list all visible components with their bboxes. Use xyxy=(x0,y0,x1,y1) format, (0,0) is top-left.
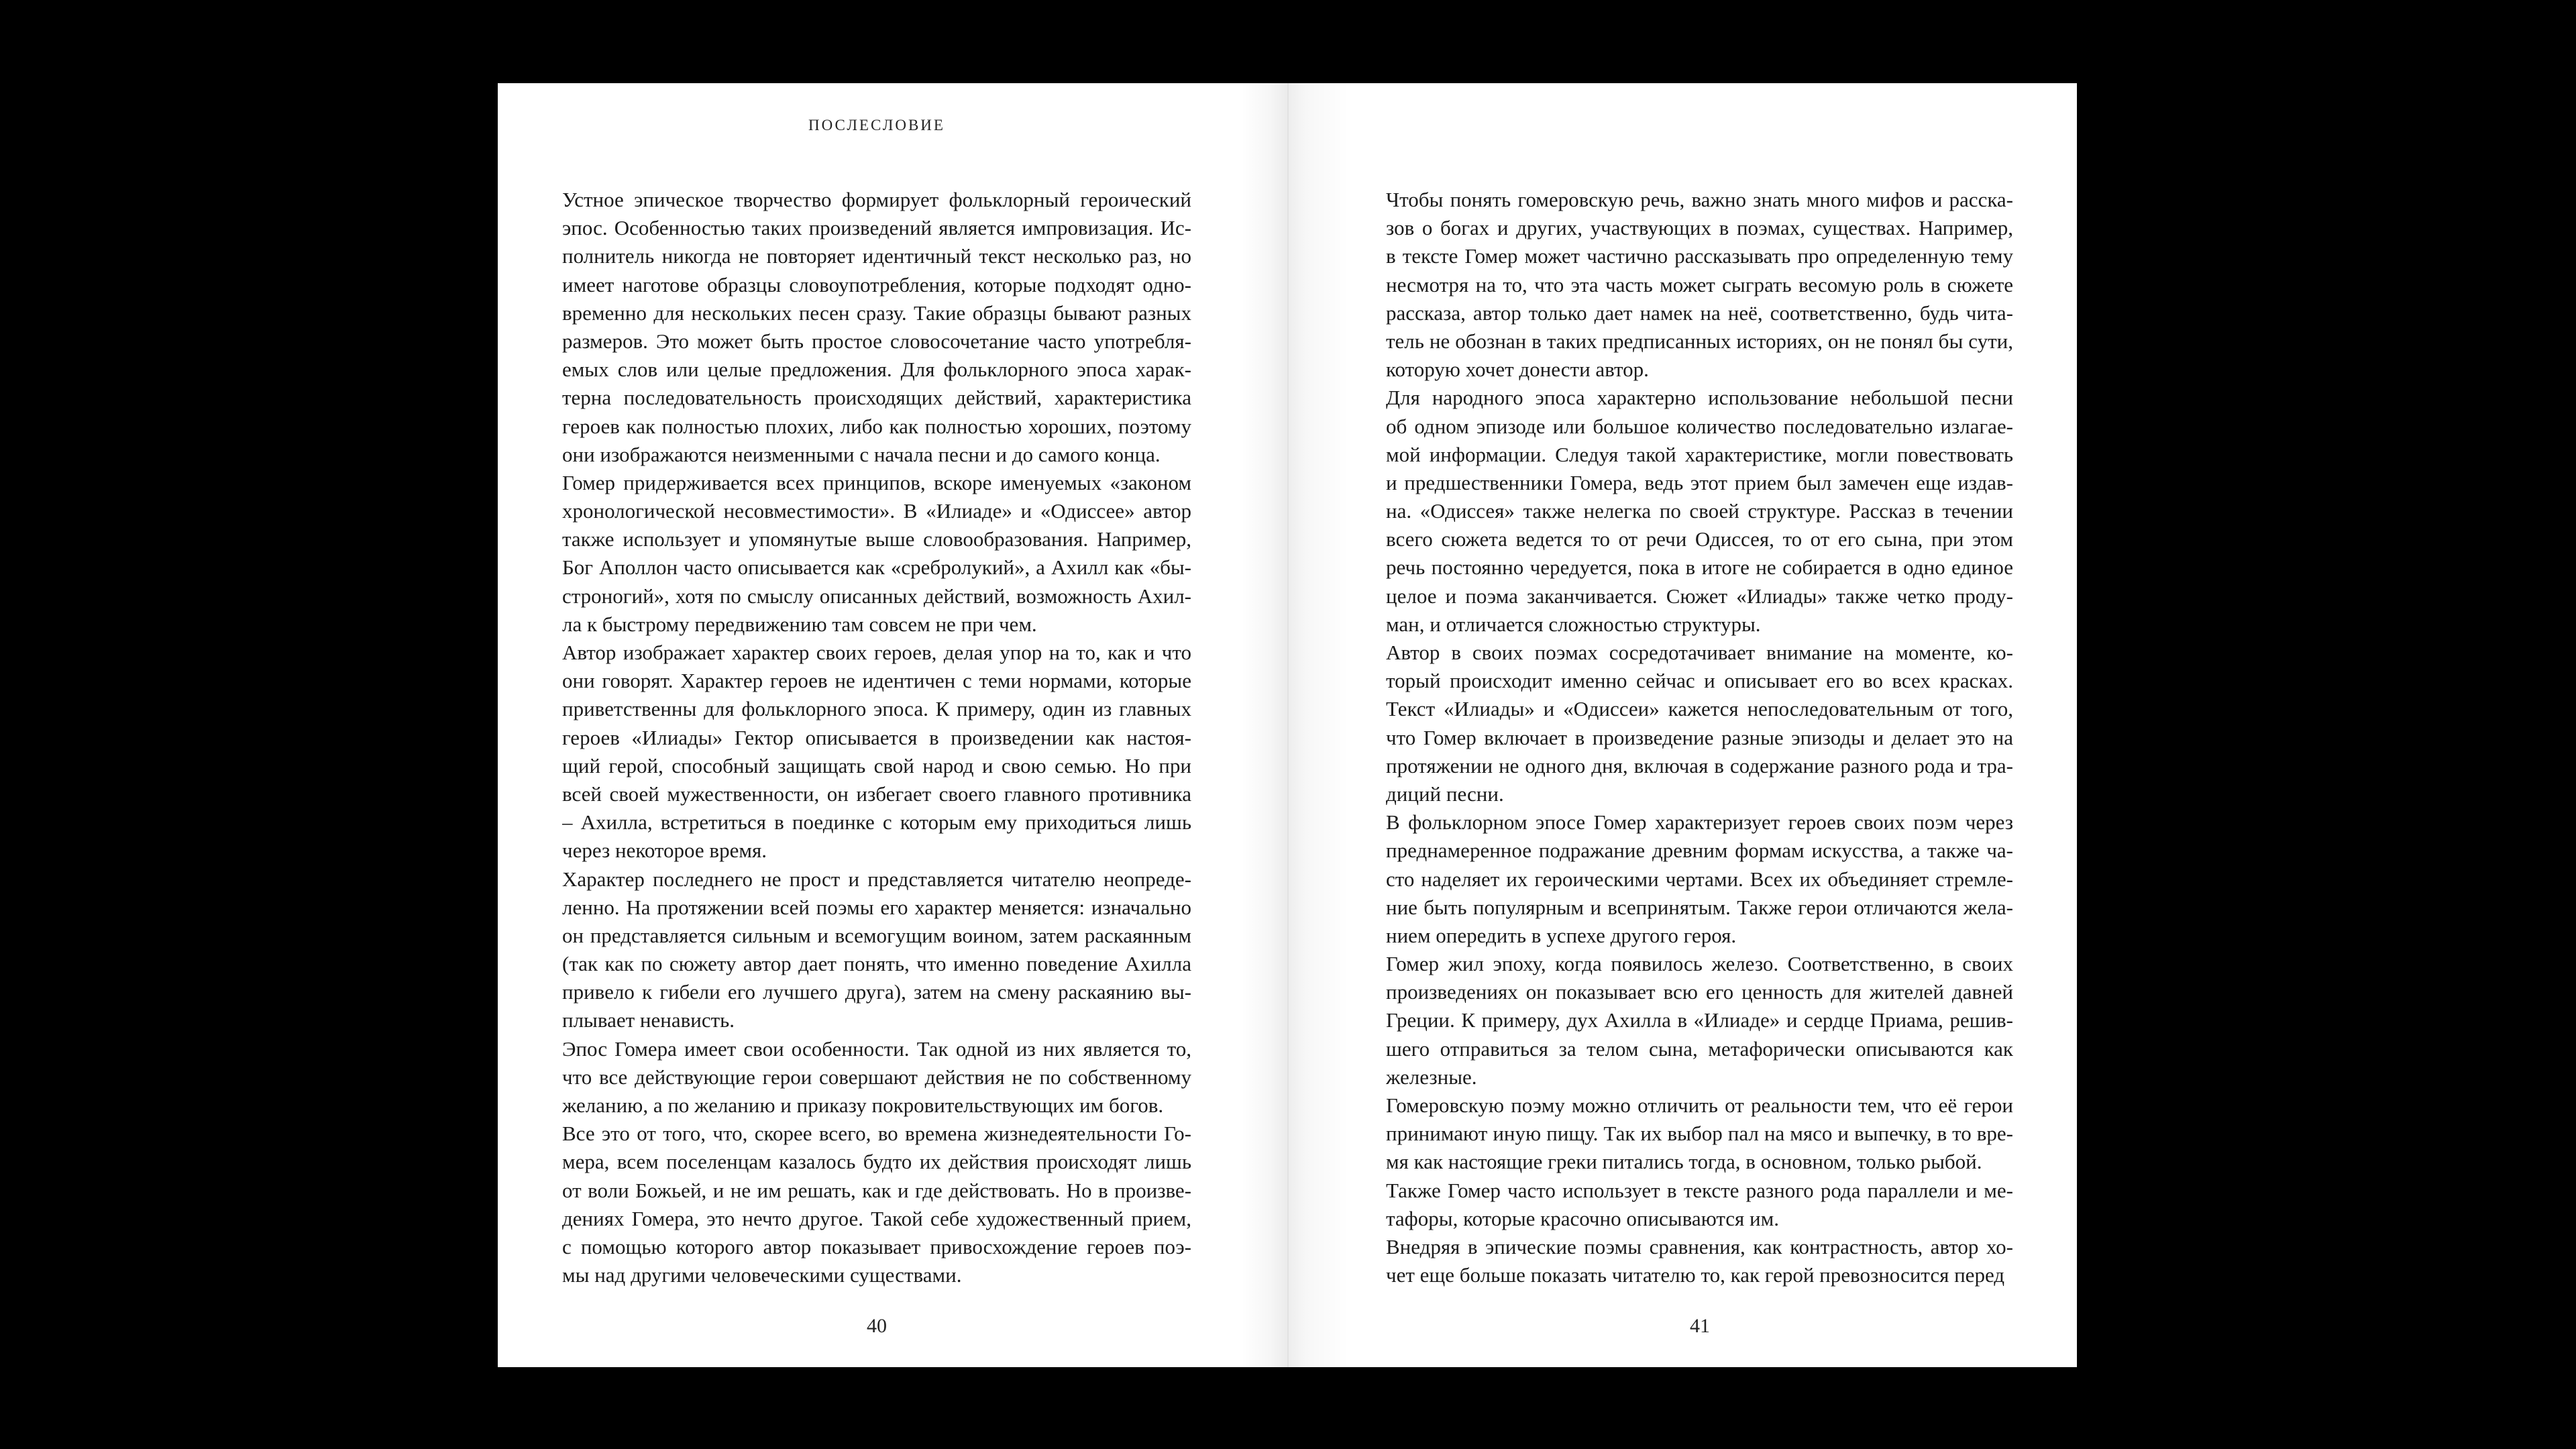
text-line: Гомеровскую поэму можно отличить от реальности тем, что её герои xyxy=(1386,1093,2013,1117)
text-line: желанию, а по желанию и приказу покровительствующих им богов. xyxy=(562,1093,1164,1117)
paragraph xyxy=(562,469,1191,639)
text-line: также использует и упомянутые выше словообразования. Например, xyxy=(562,527,1191,551)
paragraph xyxy=(562,1120,1191,1289)
text-line: диций песни. xyxy=(1386,782,1504,806)
left-page-text xyxy=(562,186,1191,1289)
text-line: полнитель никогда не повторяет идентичный текст несколько раз, но xyxy=(562,244,1191,268)
text-line: Текст «Илиады» и «Одиссеи» кажется непоследовательным от того, xyxy=(1386,697,2013,721)
text-line: протяжении не одного дня, включая в содержание разного рода и тра- xyxy=(1386,753,2013,777)
page-number-left: 40 xyxy=(867,1315,887,1337)
text-line: Гомер придерживается всех принципов, вскоре именуемых «законом xyxy=(562,470,1191,494)
text-line: чет еще больше показать читателю то, как герой превозносится перед xyxy=(1386,1263,2005,1287)
paragraph xyxy=(1386,950,2013,1091)
text-line: рассказа, автор только дает намек на неё, соответственно, будь чита- xyxy=(1386,301,2013,325)
text-line: Устное эпическое творчество формирует фольклорный героический xyxy=(562,188,1191,211)
text-line: Также Гомер часто использует в тексте разного рода параллели и ме- xyxy=(1386,1178,2013,1202)
text-line: железные. xyxy=(1386,1065,1477,1089)
text-line: (так как по сюжету автор дает понять, что именно поведение Ахилла xyxy=(562,952,1191,976)
text-line: мы над другими человеческими существами. xyxy=(562,1263,962,1287)
text-line: плывает ненависть. xyxy=(562,1008,735,1032)
paragraph xyxy=(1386,639,2013,808)
paragraph xyxy=(1386,186,2013,384)
text-line: зов о богах и других, участвующих в поэмах, существах. Например, xyxy=(1386,216,2013,240)
paragraph xyxy=(1386,384,2013,639)
text-line: щий герой, способный защищать свой народ и свою семью. Но при xyxy=(562,753,1191,777)
running-head: ПОСЛЕСЛОВИЕ xyxy=(808,117,945,133)
text-line: через некоторое время. xyxy=(562,839,767,863)
text-line: Внедряя в эпические поэмы сравнения, как контрастность, автор хо- xyxy=(1386,1234,2013,1258)
text-line: несмотря на то, что эта часть может сыграть весомую роль в сюжете xyxy=(1386,272,2013,297)
gutter-shadow xyxy=(1288,83,1348,1367)
text-line: временно для нескольких песен сразу. Такие образцы бывают разных xyxy=(562,301,1191,325)
right-page-text xyxy=(1386,186,2013,1289)
text-line: привело к гибели его лучшего друга), затем на смену раскаянию вы- xyxy=(562,980,1191,1004)
text-line: тель не обознан в таких предписанных историях, он не понял бы сути, xyxy=(1386,329,2013,353)
paragraph xyxy=(1386,808,2013,950)
text-line: всей своей мужественности, он избегает своего главного противника xyxy=(562,782,1191,806)
text-line: которую хочет донести автор. xyxy=(1386,358,1649,382)
text-line: преднамеренное подражание древним формам искусства, а также ча- xyxy=(1386,839,2013,863)
text-line: об одном эпизоде или большое количество последовательно излагае- xyxy=(1386,414,2013,438)
left-page xyxy=(498,83,1288,1367)
text-line: принимают иную пищу. Так их выбор пал на мясо и выпечку, в то вре- xyxy=(1386,1122,2013,1146)
right-page xyxy=(1288,83,2077,1367)
text-line: они говорят. Характер героев не идентичен с теми нормами, которые xyxy=(562,669,1191,693)
text-line: героев «Илиады» Гектор описывается в произведении как настоя- xyxy=(562,725,1191,749)
text-line: дениях Гомера, это нечто другое. Такой себе художественный прием, xyxy=(562,1206,1191,1230)
text-line: он представляется сильным и всемогущим воином, затем раскаянным xyxy=(562,923,1191,947)
text-line: Гомер жил эпоху, когда появилось железо. Соответственно, в своих xyxy=(1386,952,2013,976)
text-line: В фольклорном эпосе Гомер характеризует героев своих поэм через xyxy=(1386,810,2013,835)
text-line: Греции. К примеру, дух Ахилла в «Илиаде» и сердце Приама, решив- xyxy=(1386,1008,2013,1032)
text-line: эпос. Особенностью таких произведений является импровизация. Ис- xyxy=(562,216,1191,240)
text-line: произведениях он показывает всю его ценность для жителей давней xyxy=(1386,980,2013,1004)
text-line: мя как настоящие греки питались тогда, в основном, только рыбой. xyxy=(1386,1150,1982,1174)
text-line: нием опередить в успехе другого героя. xyxy=(1386,923,1737,947)
page-number-right: 41 xyxy=(1690,1315,1710,1337)
text-line: – Ахилла, встретиться в поединке с которым ему приходиться лишь xyxy=(562,810,1191,835)
text-line: приветственны для фольклорного эпоса. К примеру, один из главных xyxy=(562,697,1191,721)
paragraph xyxy=(562,865,1191,1035)
text-line: имеет наготове образцы словоупотребления, которые подходят одно- xyxy=(562,272,1191,297)
text-line: ние быть популярным и всепринятым. Также герои отличаются жела- xyxy=(1386,895,2013,919)
text-line: Автор изображает характер своих героев, делая упор на то, как и что xyxy=(562,641,1191,664)
text-line: в тексте Гомер может частично рассказывать про определенную тему xyxy=(1386,244,2013,268)
text-line: Чтобы понять гомеровскую речь, важно знать много мифов и расска- xyxy=(1386,188,2013,211)
paragraph xyxy=(1386,1233,2013,1289)
text-line: шего отправиться за телом сына, метафорически описываются как xyxy=(1386,1036,2013,1061)
text-line: сто наделяет их героическими чертами. Всех их объединяет стремле- xyxy=(1386,867,2013,891)
text-line: ман, и отличается сложностью структуры. xyxy=(1386,612,1761,636)
text-line: они изображаются неизменными с начала песни и до самого конца. xyxy=(562,442,1161,466)
text-line: тафоры, которые красочно описываются им. xyxy=(1386,1206,1780,1230)
text-line: и предшественники Гомера, ведь этот прием был замечен еще издав- xyxy=(1386,470,2013,494)
text-line: ленно. На протяжении всей поэмы его характер меняется: изначально xyxy=(562,895,1191,919)
book-spread xyxy=(498,83,2077,1367)
paragraph xyxy=(562,186,1191,469)
text-line: на. «Одиссея» также нелегка по своей структуре. Рассказ в течении xyxy=(1386,499,2013,523)
gutter-shadow xyxy=(1241,83,1288,1367)
text-line: Все это от того, что, скорее всего, во времена жизнедеятельности Го- xyxy=(562,1122,1191,1146)
text-line: размеров. Это может быть простое словосочетание часто употребля- xyxy=(562,329,1191,353)
paragraph xyxy=(1386,1177,2013,1233)
text-line: всего сюжета ведется то от речи Одиссея, то от его сына, при этом xyxy=(1386,527,2013,551)
text-line: мой информации. Следуя такой характеристике, могли повествовать xyxy=(1386,442,2013,466)
text-line: строногий», хотя по смыслу описанных действий, возможность Ахил- xyxy=(562,584,1191,608)
text-line: от воли Божьей, и не им решать, как и где действовать. Но в произве- xyxy=(562,1178,1191,1202)
text-line: емых слов или целые предложения. Для фольклорного эпоса харак- xyxy=(562,358,1191,382)
text-line: Автор в своих поэмах сосредотачивает внимание на моменте, ко- xyxy=(1386,641,2013,664)
text-line: что все действующие герои совершают действия не по собственному xyxy=(562,1065,1191,1089)
text-line: речь постоянно чередуется, пока в итоге не собирается в одно единое xyxy=(1386,555,2013,580)
text-line: Эпос Гомера имеет свои особенности. Так одной из них является то, xyxy=(562,1036,1191,1061)
text-line: целое и поэма заканчивается. Сюжет «Илиады» также четко проду- xyxy=(1386,584,2013,608)
text-line: мера, всем поселенцам казалось будто их действия происходят лишь xyxy=(562,1150,1191,1174)
paragraph xyxy=(562,1035,1191,1120)
text-line: хронологической несовместимости». В «Илиаде» и «Одиссее» автор xyxy=(562,499,1191,523)
text-line: торый происходит именно сейчас и описывает его во всех красках. xyxy=(1386,669,2013,693)
text-line: Характер последнего не прост и представляется читателю неопреде- xyxy=(562,867,1191,891)
text-line: терна последовательность происходящих действий, характеристика xyxy=(562,386,1191,410)
paragraph xyxy=(562,639,1191,865)
text-line: с помощью которого автор показывает привосхождение героев поэ- xyxy=(562,1234,1191,1258)
text-line: что Гомер включает в произведение разные эпизоды и делает это на xyxy=(1386,725,2013,749)
text-line: Для народного эпоса характерно использование небольшой песни xyxy=(1386,386,2013,410)
text-line: Бог Аполлон часто описывается как «сребролукий», а Ахилл как «бы- xyxy=(562,555,1191,580)
text-line: героев как полностью плохих, либо как полностью хороших, поэтому xyxy=(562,414,1191,438)
paragraph xyxy=(1386,1091,2013,1177)
book-gutter xyxy=(1287,83,1289,1367)
text-line: ла к быстрому передвижению там совсем не при чем. xyxy=(562,612,1037,636)
